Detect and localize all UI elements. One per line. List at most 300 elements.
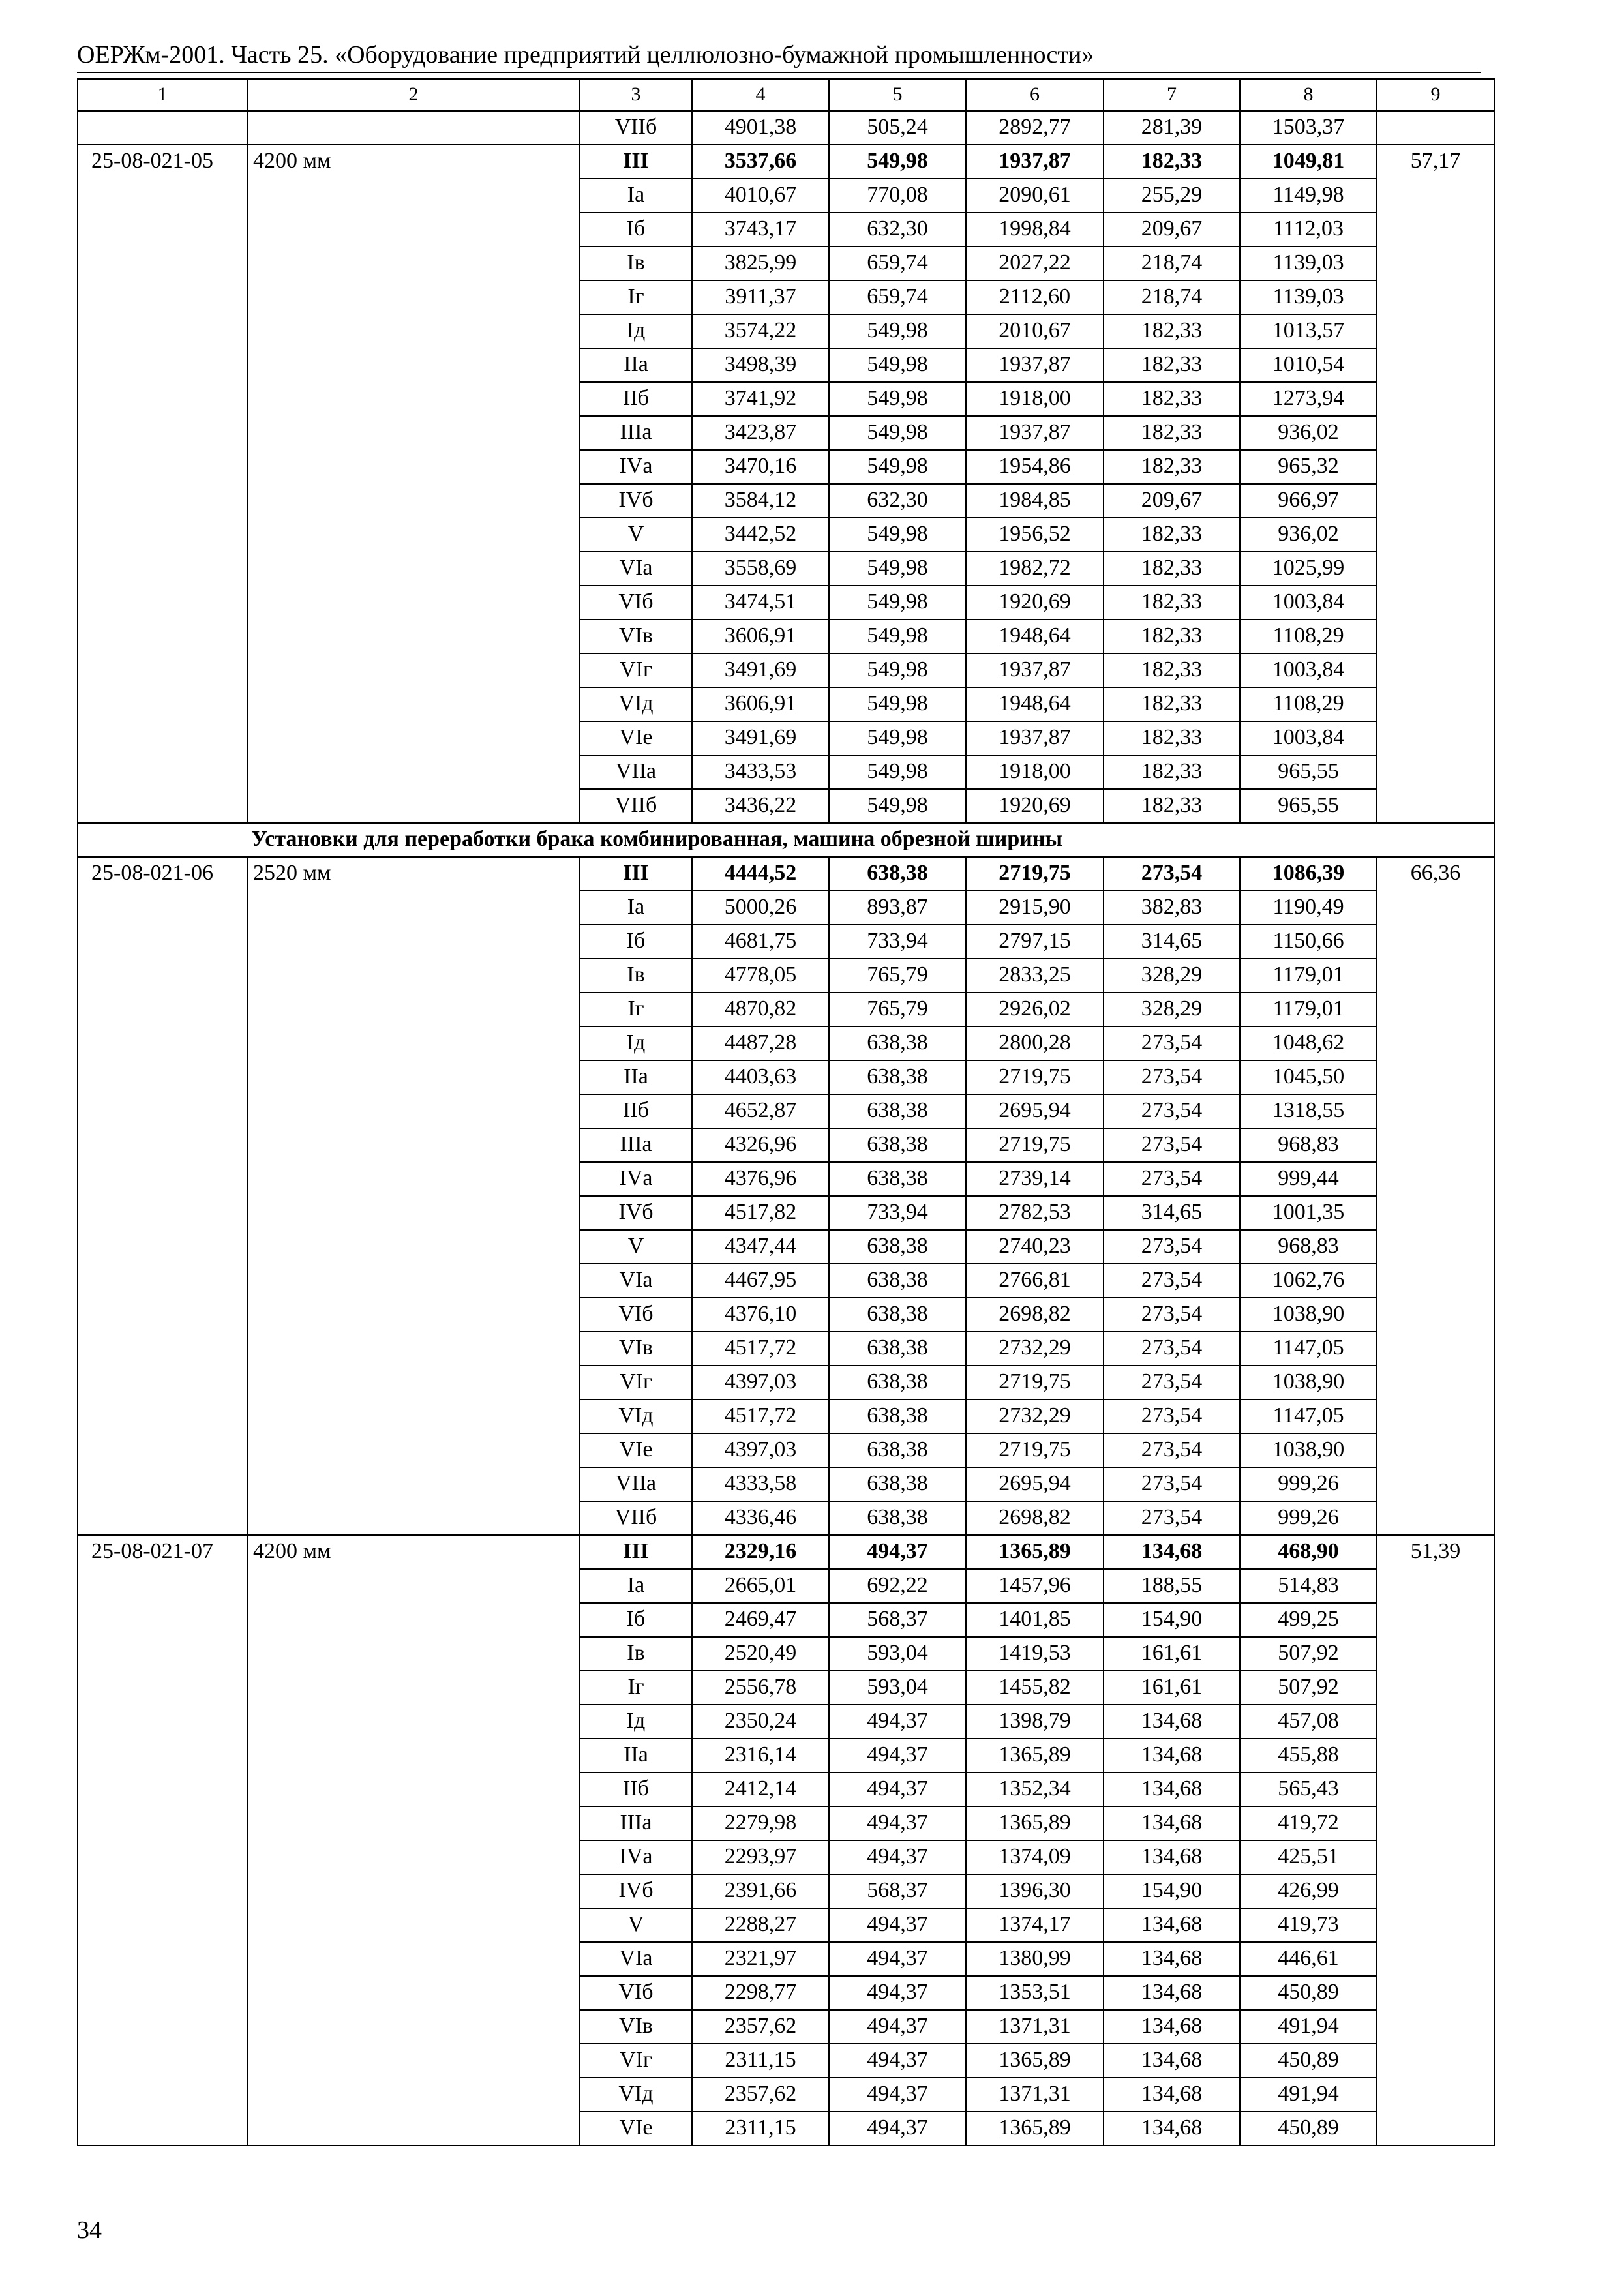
value-cell: 1025,99 <box>1240 552 1377 586</box>
value-cell: 638,38 <box>829 1128 966 1162</box>
value-cell: 2800,28 <box>966 1026 1104 1060</box>
value-cell: 1147,05 <box>1240 1399 1377 1433</box>
value-cell: 1918,00 <box>966 755 1104 789</box>
class-cell: IIIа <box>580 1128 692 1162</box>
value-cell: 273,54 <box>1104 1060 1240 1094</box>
class-cell: III <box>580 145 692 179</box>
value-cell: 893,87 <box>829 891 966 925</box>
value-cell: 182,33 <box>1104 586 1240 620</box>
table-row <box>78 1535 1494 1569</box>
value-cell: 134,68 <box>1104 1535 1240 1569</box>
value-cell: 1179,01 <box>1240 993 1377 1026</box>
value-cell: 549,98 <box>829 518 966 552</box>
value-cell: 1003,84 <box>1240 586 1377 620</box>
class-cell: Iа <box>580 891 692 925</box>
value-cell: 1937,87 <box>966 416 1104 450</box>
page-number: 34 <box>77 2217 102 2244</box>
value-cell: 273,54 <box>1104 1026 1240 1060</box>
class-cell: IIб <box>580 382 692 416</box>
class-cell: Iб <box>580 213 692 247</box>
column-number: 4 <box>692 79 829 111</box>
value-cell: 3442,52 <box>692 518 829 552</box>
value-cell: 1503,37 <box>1240 111 1377 145</box>
value-cell: 1062,76 <box>1240 1264 1377 1298</box>
value-cell: 273,54 <box>1104 1230 1240 1264</box>
value-cell: 1365,89 <box>966 2044 1104 2078</box>
value-cell: 568,37 <box>829 1603 966 1637</box>
value-cell: 134,68 <box>1104 1806 1240 1840</box>
value-cell: 2316,14 <box>692 1739 829 1773</box>
value-cell: 733,94 <box>829 1196 966 1230</box>
value-cell: 968,83 <box>1240 1128 1377 1162</box>
value-cell: 182,33 <box>1104 348 1240 382</box>
value-cell: 638,38 <box>829 1264 966 1298</box>
table-body <box>78 79 1494 2146</box>
value-cell: 549,98 <box>829 789 966 823</box>
value-cell: 2766,81 <box>966 1264 1104 1298</box>
value-cell: 3433,53 <box>692 755 829 789</box>
value-cell: 3741,92 <box>692 382 829 416</box>
value-cell: 419,73 <box>1240 1908 1377 1942</box>
class-cell: VIе <box>580 2112 692 2146</box>
value-cell: 3558,69 <box>692 552 829 586</box>
value-cell: 4403,63 <box>692 1060 829 1094</box>
value-cell: 1956,52 <box>966 518 1104 552</box>
value-cell: 182,33 <box>1104 653 1240 687</box>
value-cell: 455,88 <box>1240 1739 1377 1773</box>
value-cell: 1038,90 <box>1240 1298 1377 1332</box>
value-cell: 1380,99 <box>966 1942 1104 1976</box>
column-number: 3 <box>580 79 692 111</box>
value-cell: 2311,15 <box>692 2044 829 2078</box>
value-cell: 638,38 <box>829 1298 966 1332</box>
equipment-name: 2520 мм <box>247 857 580 1535</box>
value-cell: 182,33 <box>1104 518 1240 552</box>
value-cell: 2695,94 <box>966 1094 1104 1128</box>
value-cell: 1937,87 <box>966 721 1104 755</box>
value-cell: 5000,26 <box>692 891 829 925</box>
class-cell: V <box>580 1908 692 1942</box>
value-cell: 549,98 <box>829 348 966 382</box>
value-cell: 2719,75 <box>966 1128 1104 1162</box>
column-number: 7 <box>1104 79 1240 111</box>
value-cell: 4010,67 <box>692 179 829 213</box>
value-cell: 426,99 <box>1240 1874 1377 1908</box>
value-cell: 2740,23 <box>966 1230 1104 1264</box>
class-cell: Iв <box>580 959 692 993</box>
value-cell: 2797,15 <box>966 925 1104 959</box>
equipment-name: 4200 мм <box>247 1535 580 2146</box>
class-cell: VIв <box>580 2010 692 2044</box>
value-cell: 1937,87 <box>966 348 1104 382</box>
table-row <box>78 857 1494 891</box>
value-cell: 2719,75 <box>966 1366 1104 1399</box>
class-cell: IIа <box>580 1060 692 1094</box>
value-cell: 182,33 <box>1104 416 1240 450</box>
header-rule <box>77 72 1481 73</box>
value-cell: 638,38 <box>829 1026 966 1060</box>
value-cell: 450,89 <box>1240 1976 1377 2010</box>
value-cell: 4901,38 <box>692 111 829 145</box>
col9-value: 66,36 <box>1377 857 1494 1535</box>
value-cell: 134,68 <box>1104 1976 1240 2010</box>
class-cell: VIа <box>580 1942 692 1976</box>
value-cell: 1139,03 <box>1240 247 1377 280</box>
value-cell: 134,68 <box>1104 1840 1240 1874</box>
value-cell: 1003,84 <box>1240 653 1377 687</box>
value-cell: 770,08 <box>829 179 966 213</box>
value-cell: 549,98 <box>829 586 966 620</box>
column-number: 8 <box>1240 79 1377 111</box>
value-cell: 549,98 <box>829 416 966 450</box>
value-cell: 182,33 <box>1104 552 1240 586</box>
class-cell: Iб <box>580 1603 692 1637</box>
class-cell: VIб <box>580 1298 692 1332</box>
section-title-row <box>78 823 1494 857</box>
value-cell: 3470,16 <box>692 450 829 484</box>
value-cell: 4778,05 <box>692 959 829 993</box>
value-cell: 638,38 <box>829 1467 966 1501</box>
value-cell: 1365,89 <box>966 1739 1104 1773</box>
value-cell: 2090,61 <box>966 179 1104 213</box>
value-cell: 2298,77 <box>692 1976 829 2010</box>
class-cell: VIб <box>580 1976 692 2010</box>
value-cell: 494,37 <box>829 1976 966 2010</box>
value-cell: 3537,66 <box>692 145 829 179</box>
value-cell: 2293,97 <box>692 1840 829 1874</box>
value-cell: 999,44 <box>1240 1162 1377 1196</box>
value-cell: 273,54 <box>1104 1128 1240 1162</box>
value-cell: 638,38 <box>829 1366 966 1399</box>
value-cell: 491,94 <box>1240 2078 1377 2112</box>
value-cell: 638,38 <box>829 1230 966 1264</box>
value-cell: 273,54 <box>1104 1399 1240 1433</box>
class-cell: VIв <box>580 620 692 653</box>
value-cell: 2739,14 <box>966 1162 1104 1196</box>
value-cell: 1948,64 <box>966 687 1104 721</box>
value-cell: 1045,50 <box>1240 1060 1377 1094</box>
class-cell: Iг <box>580 1671 692 1705</box>
value-cell: 1139,03 <box>1240 280 1377 314</box>
class-cell: Iа <box>580 179 692 213</box>
value-cell: 1147,05 <box>1240 1332 1377 1366</box>
value-cell: 218,74 <box>1104 280 1240 314</box>
running-header: ОЕРЖм-2001. Часть 25. «Оборудование предприятий целлюлозно-бумажной промышленности» <box>77 41 1094 68</box>
value-cell: 965,32 <box>1240 450 1377 484</box>
value-cell: 1352,34 <box>966 1773 1104 1806</box>
class-cell: Iб <box>580 925 692 959</box>
value-cell: 134,68 <box>1104 1908 1240 1942</box>
value-cell: 4517,72 <box>692 1332 829 1366</box>
value-cell: 3825,99 <box>692 247 829 280</box>
class-cell: VIд <box>580 1399 692 1433</box>
value-cell: 2469,47 <box>692 1603 829 1637</box>
value-cell: 2350,24 <box>692 1705 829 1739</box>
value-cell: 154,90 <box>1104 1603 1240 1637</box>
value-cell: 1371,31 <box>966 2010 1104 2044</box>
value-cell: 593,04 <box>829 1671 966 1705</box>
value-cell: 1273,94 <box>1240 382 1377 416</box>
col9-value: 51,39 <box>1377 1535 1494 2146</box>
value-cell: 632,30 <box>829 484 966 518</box>
value-cell: 1003,84 <box>1240 721 1377 755</box>
value-cell: 638,38 <box>829 1094 966 1128</box>
value-cell: 2311,15 <box>692 2112 829 2146</box>
value-cell: 1920,69 <box>966 789 1104 823</box>
value-cell: 328,29 <box>1104 959 1240 993</box>
value-cell: 134,68 <box>1104 2112 1240 2146</box>
value-cell: 1374,17 <box>966 1908 1104 1942</box>
col9-value: 57,17 <box>1377 145 1494 823</box>
value-cell: 1374,09 <box>966 1840 1104 1874</box>
value-cell: 494,37 <box>829 2044 966 2078</box>
value-cell: 514,83 <box>1240 1569 1377 1603</box>
value-cell: 4347,44 <box>692 1230 829 1264</box>
value-cell: 494,37 <box>829 1942 966 1976</box>
class-cell: VIIб <box>580 1501 692 1535</box>
class-cell: IIа <box>580 348 692 382</box>
class-cell: IVб <box>580 484 692 518</box>
value-cell: 314,65 <box>1104 925 1240 959</box>
value-cell: 134,68 <box>1104 1739 1240 1773</box>
section-title: Установки для переработки брака комбинированная, машина обрезной ширины <box>247 823 1494 857</box>
value-cell: 2782,53 <box>966 1196 1104 1230</box>
value-cell: 1455,82 <box>966 1671 1104 1705</box>
value-cell: 273,54 <box>1104 1433 1240 1467</box>
value-cell: 450,89 <box>1240 2112 1377 2146</box>
value-cell: 1937,87 <box>966 145 1104 179</box>
value-cell: 549,98 <box>829 755 966 789</box>
class-cell: Iд <box>580 314 692 348</box>
value-cell: 3584,12 <box>692 484 829 518</box>
value-cell: 2926,02 <box>966 993 1104 1026</box>
value-cell: 3423,87 <box>692 416 829 450</box>
value-cell: 1365,89 <box>966 1535 1104 1569</box>
rates-table <box>77 78 1495 2146</box>
class-cell: VIIб <box>580 111 692 145</box>
value-cell: 209,67 <box>1104 213 1240 247</box>
class-cell: V <box>580 1230 692 1264</box>
value-cell: 273,54 <box>1104 1501 1240 1535</box>
value-cell: 765,79 <box>829 959 966 993</box>
value-cell: 273,54 <box>1104 857 1240 891</box>
column-number: 1 <box>78 79 247 111</box>
column-number: 9 <box>1377 79 1494 111</box>
value-cell: 549,98 <box>829 721 966 755</box>
value-cell: 1984,85 <box>966 484 1104 518</box>
value-cell: 549,98 <box>829 145 966 179</box>
class-cell: VIа <box>580 552 692 586</box>
column-number-row <box>78 79 1494 111</box>
value-cell: 549,98 <box>829 687 966 721</box>
value-cell: 2520,49 <box>692 1637 829 1671</box>
value-cell: 182,33 <box>1104 755 1240 789</box>
class-cell: IVа <box>580 1840 692 1874</box>
value-cell: 2695,94 <box>966 1467 1104 1501</box>
value-cell: 1038,90 <box>1240 1366 1377 1399</box>
class-cell: IIб <box>580 1094 692 1128</box>
value-cell: 3911,37 <box>692 280 829 314</box>
rate-code: 25-08-021-06 <box>78 857 247 1535</box>
column-number: 6 <box>966 79 1104 111</box>
value-cell: 273,54 <box>1104 1264 1240 1298</box>
value-cell: 4397,03 <box>692 1366 829 1399</box>
value-cell: 494,37 <box>829 1705 966 1739</box>
value-cell: 4487,28 <box>692 1026 829 1060</box>
value-cell: 4652,87 <box>692 1094 829 1128</box>
class-cell: Iа <box>580 1569 692 1603</box>
value-cell: 161,61 <box>1104 1671 1240 1705</box>
value-cell: 1920,69 <box>966 586 1104 620</box>
class-cell: VIе <box>580 1433 692 1467</box>
value-cell: 638,38 <box>829 1060 966 1094</box>
value-cell: 1108,29 <box>1240 620 1377 653</box>
value-cell: 134,68 <box>1104 2078 1240 2112</box>
value-cell: 1086,39 <box>1240 857 1377 891</box>
value-cell: 494,37 <box>829 1840 966 1874</box>
value-cell: 382,83 <box>1104 891 1240 925</box>
value-cell: 549,98 <box>829 450 966 484</box>
value-cell: 2915,90 <box>966 891 1104 925</box>
value-cell: 2833,25 <box>966 959 1104 993</box>
value-cell: 2698,82 <box>966 1298 1104 1332</box>
value-cell: 1396,30 <box>966 1874 1104 1908</box>
value-cell: 1948,64 <box>966 620 1104 653</box>
value-cell: 494,37 <box>829 1773 966 1806</box>
value-cell: 1190,49 <box>1240 891 1377 925</box>
value-cell: 2719,75 <box>966 1433 1104 1467</box>
value-cell: 494,37 <box>829 1908 966 1942</box>
rate-code: 25-08-021-05 <box>78 145 247 823</box>
value-cell: 638,38 <box>829 1332 966 1366</box>
value-cell: 450,89 <box>1240 2044 1377 2078</box>
value-cell: 1010,54 <box>1240 348 1377 382</box>
value-cell: 2391,66 <box>692 1874 829 1908</box>
value-cell: 182,33 <box>1104 382 1240 416</box>
value-cell: 4444,52 <box>692 857 829 891</box>
value-cell: 632,30 <box>829 213 966 247</box>
value-cell: 2027,22 <box>966 247 1104 280</box>
value-cell: 2010,67 <box>966 314 1104 348</box>
value-cell: 2732,29 <box>966 1332 1104 1366</box>
value-cell: 494,37 <box>829 2112 966 2146</box>
value-cell: 1398,79 <box>966 1705 1104 1739</box>
value-cell: 659,74 <box>829 247 966 280</box>
value-cell: 491,94 <box>1240 2010 1377 2044</box>
table-row <box>78 145 1494 179</box>
class-cell: VIIа <box>580 1467 692 1501</box>
value-cell: 273,54 <box>1104 1332 1240 1366</box>
class-cell: Iд <box>580 1705 692 1739</box>
value-cell: 457,08 <box>1240 1705 1377 1739</box>
class-cell: VIIб <box>580 789 692 823</box>
value-cell: 1365,89 <box>966 2112 1104 2146</box>
value-cell: 182,33 <box>1104 789 1240 823</box>
value-cell: 549,98 <box>829 552 966 586</box>
class-cell: Iв <box>580 247 692 280</box>
value-cell: 965,55 <box>1240 789 1377 823</box>
value-cell: 3574,22 <box>692 314 829 348</box>
value-cell: 3491,69 <box>692 721 829 755</box>
carryover-row <box>78 111 1494 145</box>
value-cell: 1179,01 <box>1240 959 1377 993</box>
value-cell: 1048,62 <box>1240 1026 1377 1060</box>
class-cell: VIIа <box>580 755 692 789</box>
class-cell: IVб <box>580 1196 692 1230</box>
value-cell: 4326,96 <box>692 1128 829 1162</box>
value-cell: 1419,53 <box>966 1637 1104 1671</box>
value-cell: 2357,62 <box>692 2078 829 2112</box>
value-cell: 4517,72 <box>692 1399 829 1433</box>
value-cell: 182,33 <box>1104 620 1240 653</box>
value-cell: 1038,90 <box>1240 1433 1377 1467</box>
column-number: 2 <box>247 79 580 111</box>
value-cell: 1982,72 <box>966 552 1104 586</box>
value-cell: 182,33 <box>1104 145 1240 179</box>
class-cell: VIв <box>580 1332 692 1366</box>
value-cell: 2112,60 <box>966 280 1104 314</box>
value-cell: 638,38 <box>829 857 966 891</box>
value-cell: 134,68 <box>1104 1773 1240 1806</box>
column-number: 5 <box>829 79 966 111</box>
class-cell: VIг <box>580 2044 692 2078</box>
value-cell: 507,92 <box>1240 1671 1377 1705</box>
value-cell: 549,98 <box>829 653 966 687</box>
value-cell: 1318,55 <box>1240 1094 1377 1128</box>
value-cell: 494,37 <box>829 1739 966 1773</box>
value-cell: 3606,91 <box>692 687 829 721</box>
value-cell: 1457,96 <box>966 1569 1104 1603</box>
value-cell: 1353,51 <box>966 1976 1104 2010</box>
value-cell: 4336,46 <box>692 1501 829 1535</box>
value-cell: 3491,69 <box>692 653 829 687</box>
value-cell: 273,54 <box>1104 1094 1240 1128</box>
value-cell: 999,26 <box>1240 1467 1377 1501</box>
value-cell: 2719,75 <box>966 857 1104 891</box>
value-cell: 419,72 <box>1240 1806 1377 1840</box>
value-cell: 182,33 <box>1104 721 1240 755</box>
value-cell: 1998,84 <box>966 213 1104 247</box>
value-cell: 273,54 <box>1104 1162 1240 1196</box>
value-cell: 968,83 <box>1240 1230 1377 1264</box>
rate-code: 25-08-021-07 <box>78 1535 247 2146</box>
class-cell: VIд <box>580 2078 692 2112</box>
value-cell: 2556,78 <box>692 1671 829 1705</box>
value-cell: 494,37 <box>829 2010 966 2044</box>
value-cell: 965,55 <box>1240 755 1377 789</box>
value-cell: 1149,98 <box>1240 179 1377 213</box>
value-cell: 2279,98 <box>692 1806 829 1840</box>
value-cell: 765,79 <box>829 993 966 1026</box>
value-cell: 638,38 <box>829 1399 966 1433</box>
value-cell: 134,68 <box>1104 1705 1240 1739</box>
value-cell: 3474,51 <box>692 586 829 620</box>
value-cell: 273,54 <box>1104 1298 1240 1332</box>
value-cell: 188,55 <box>1104 1569 1240 1603</box>
value-cell: 494,37 <box>829 1806 966 1840</box>
value-cell: 4397,03 <box>692 1433 829 1467</box>
value-cell: 4517,82 <box>692 1196 829 1230</box>
value-cell: 494,37 <box>829 2078 966 2112</box>
col9-cell <box>1377 111 1494 145</box>
value-cell: 182,33 <box>1104 314 1240 348</box>
class-cell: IVа <box>580 450 692 484</box>
value-cell: 565,43 <box>1240 1773 1377 1806</box>
value-cell: 1918,00 <box>966 382 1104 416</box>
class-cell: III <box>580 857 692 891</box>
value-cell: 4467,95 <box>692 1264 829 1298</box>
value-cell: 1013,57 <box>1240 314 1377 348</box>
